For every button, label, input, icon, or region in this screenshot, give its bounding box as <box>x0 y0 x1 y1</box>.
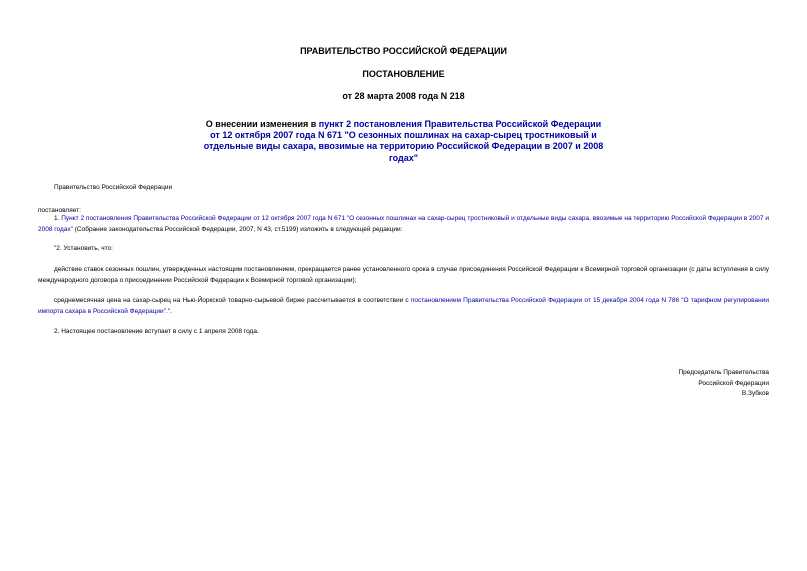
signature-name: В.Зубков <box>741 390 769 398</box>
document-type: ПОСТАНОВЛЕНИЕ <box>362 69 445 79</box>
decree-word: постановляет: <box>38 207 81 214</box>
clause-2-prefix: среднемесячная цена на сахар-сырец на Нью-Йоркской товарно-сырьевой бирже рассчитывается в соответствии с <box>54 297 411 304</box>
item-2: 2. Настоящее постановление вступает в силу с 1 апреля 2008 года. <box>54 328 259 335</box>
intro-text: Правительство Российской Федерации <box>54 184 173 191</box>
clause-2-link[interactable]: постановлением Правительства Российской Федерации от 15 декабря 2004 года N 786 "О тарифном регулировании импорта сахара в Российской Федерации" <box>38 297 769 315</box>
title-prefix: О внесении изменения в <box>205 119 319 129</box>
item-1-number: 1. <box>54 215 62 222</box>
signature-block <box>569 368 769 400</box>
document-date-number: от 28 марта 2008 года N 218 <box>342 91 465 101</box>
signature-organization: Российской Федерации <box>698 379 769 387</box>
signature-title: Председатель Правительства <box>678 369 769 376</box>
quote-start: "2. Установить, что: <box>54 245 113 252</box>
title-link[interactable]: пункт 2 постановления Правительства Российской Федерации от 12 октября 2007 года N 671 "О сезонных пошлинах на сахар-сырец тростниковый и отдельные виды сахара, ввозимые на территорию Российской Федерации в 2007 и 2008 годах" <box>203 119 604 163</box>
item-1-rest: (Собрание законодательства Российской Федерации, 2007, N 43, ст.5199) изложить в следующей редакции: <box>72 225 403 233</box>
item-1-link[interactable]: Пункт 2 постановления Правительства Российской Федерации от 12 октября 2007 года N 671 "О сезонных пошлинах на сахар-сырец тростниковый и отдельные виды сахара, ввозимые на территорию Российской Федерации в 2007 и 2008 годах" <box>38 215 769 233</box>
government-header: ПРАВИТЕЛЬСТВО РОССИЙСКОЙ ФЕДЕРАЦИИ <box>300 46 507 56</box>
clause-1: действие ставок сезонных пошлин, утвержденных настоящим постановлением, прекращается ранее установленного срока в случае присоединения Российской Федерации к Всемирной торговой организации (с даты вступления в силу международного договора о присоединении Российской Федерации к Всемирной торговой организации); <box>38 266 769 284</box>
clause-2-suffix: .". <box>165 307 172 315</box>
item-1 <box>38 214 769 235</box>
clause-2 <box>38 296 769 317</box>
document-title <box>200 119 607 164</box>
